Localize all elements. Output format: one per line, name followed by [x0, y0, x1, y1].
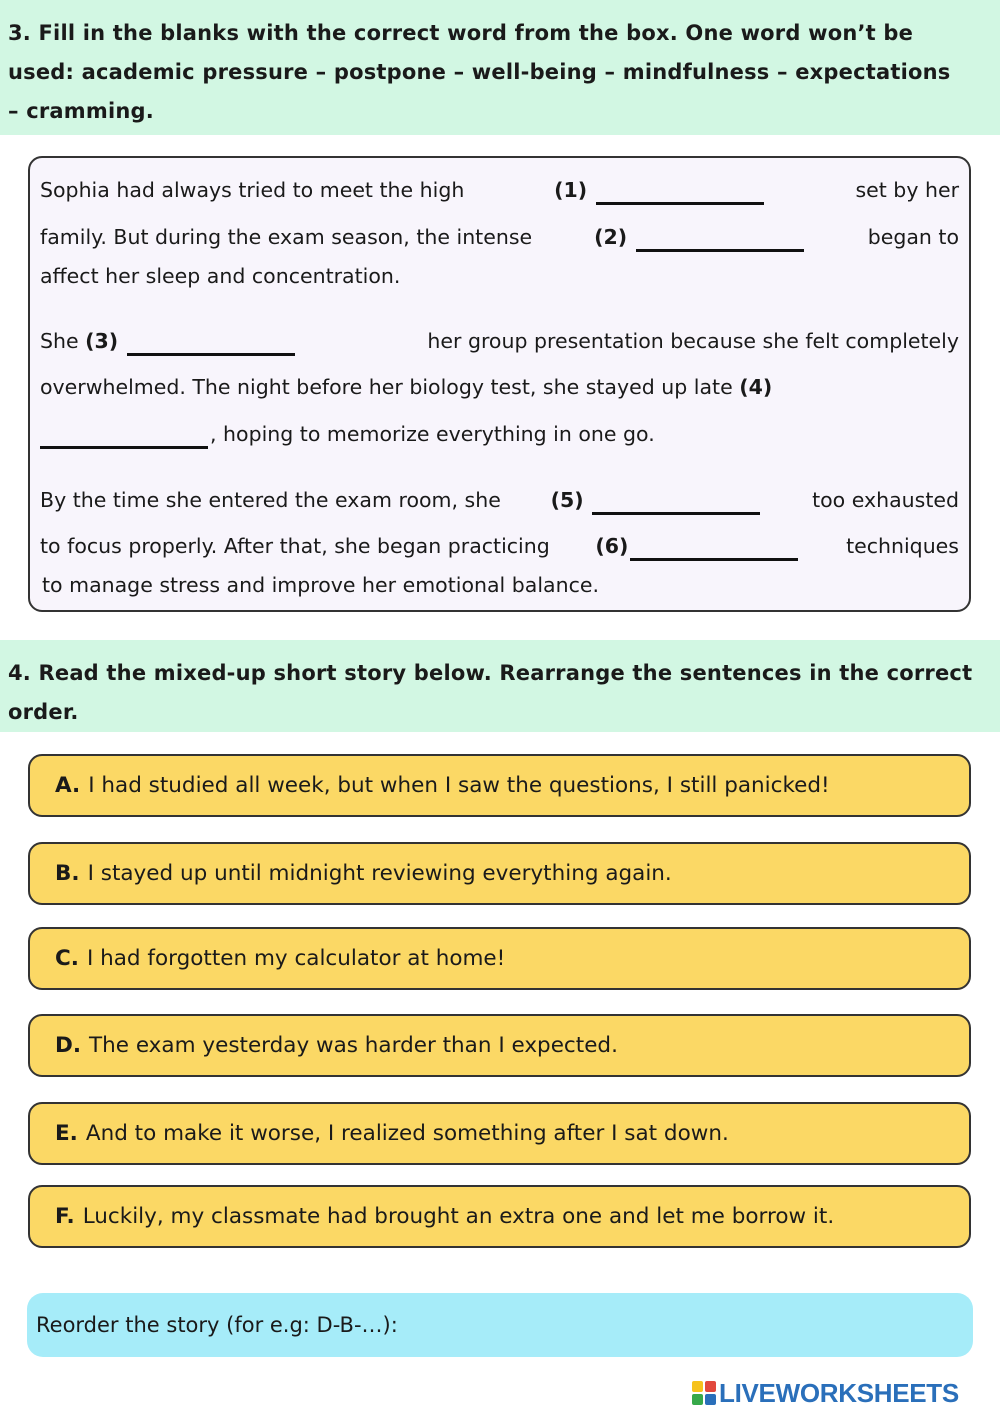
story-text: , hoping to memorize everything in one go.	[210, 422, 655, 446]
blank-2-input[interactable]	[636, 225, 804, 252]
story-line	[40, 372, 959, 402]
blank-4	[40, 419, 208, 449]
sentence-letter: F.	[55, 1204, 75, 1229]
blank-5-input[interactable]	[592, 488, 760, 515]
story-line	[40, 531, 959, 561]
instruction-line: used: academic pressure – postpone – well-being – mindfulness – expectations	[8, 60, 951, 84]
instruction-line: – cramming.	[8, 99, 154, 123]
liveworksheets-brand	[692, 1378, 959, 1408]
story-line	[40, 175, 959, 205]
story-text: set by her	[855, 178, 959, 202]
sentence-text: I stayed up until midnight reviewing everything again.	[87, 861, 672, 886]
reorder-answer-input[interactable]	[408, 1306, 959, 1344]
instruction-line: 4. Read the mixed-up short story below. Rearrange the sentences in the correct	[8, 661, 973, 685]
blank-6-input[interactable]	[630, 534, 798, 561]
blank-2	[636, 222, 804, 252]
blank-number: (4)	[739, 375, 773, 399]
sentence-letter: D.	[55, 1033, 82, 1058]
brand-text: LIVEWORKSHEETS	[719, 1377, 959, 1408]
blank-5	[592, 485, 760, 515]
blank-number: (6)	[595, 534, 629, 558]
exercise-3-instruction	[0, 0, 1000, 135]
sentence-card-b	[28, 842, 971, 905]
story-line: to manage stress and improve her emotional balance.	[42, 573, 599, 597]
sentence-text: I had studied all week, but when I saw the questions, I still panicked!	[88, 773, 830, 798]
story-text: Sophia had always tried to meet the high	[40, 178, 465, 202]
sentence-card-a	[28, 754, 971, 817]
blank-4-input[interactable]	[40, 422, 208, 449]
reorder-label: Reorder the story (for e.g: D-B-…):	[36, 1313, 398, 1337]
blank-6	[630, 531, 798, 561]
story-line	[40, 326, 959, 356]
story-text: techniques	[846, 534, 959, 558]
blank-number: (3)	[85, 329, 119, 353]
exercise-4-instruction	[0, 640, 1000, 732]
story-text: to focus properly. After that, she began practicing	[40, 534, 550, 558]
blank-number: (5)	[550, 488, 584, 512]
instruction-line: 3. Fill in the blanks with the correct word from the box. One word won’t be	[8, 21, 914, 45]
sentence-letter: A.	[55, 773, 81, 798]
story-text: too exhausted	[812, 488, 959, 512]
sentence-card-f	[28, 1185, 971, 1248]
sentence-letter: B.	[55, 861, 80, 886]
story-text: her group presentation because she felt completely	[427, 329, 959, 353]
sentence-text: Luckily, my classmate had brought an extra one and let me borrow it.	[82, 1204, 835, 1229]
sentence-text: I had forgotten my calculator at home!	[86, 946, 506, 971]
story-text: began to	[867, 225, 959, 249]
story-text: overwhelmed. The night before her biology test, she stayed up late	[40, 375, 733, 399]
blank-1	[596, 175, 764, 205]
blank-3-input[interactable]	[127, 329, 295, 356]
sentence-letter: E.	[55, 1121, 78, 1146]
blank-number: (1)	[554, 178, 588, 202]
story-box	[28, 156, 971, 612]
blank-3	[127, 326, 295, 356]
sentence-letter: C.	[55, 946, 79, 971]
sentence-text: And to make it worse, I realized something after I sat down.	[85, 1121, 729, 1146]
story-text: By the time she entered the exam room, she	[40, 488, 501, 512]
story-line	[40, 419, 959, 449]
sentence-card-e	[28, 1102, 971, 1165]
sentence-text: The exam yesterday was harder than I expected.	[89, 1033, 618, 1058]
story-line	[40, 485, 959, 515]
instruction-line: order.	[8, 700, 79, 724]
sentence-card-d	[28, 1014, 971, 1077]
story-text: family. But during the exam season, the intense	[40, 225, 533, 249]
story-line: affect her sleep and concentration.	[40, 264, 401, 288]
reorder-answer-box	[27, 1293, 973, 1357]
story-line	[40, 222, 959, 252]
blank-1-input[interactable]	[596, 178, 764, 205]
liveworksheets-logo-icon	[692, 1381, 716, 1405]
sentence-card-c	[28, 927, 971, 990]
blank-number: (2)	[594, 225, 628, 249]
story-text: She	[40, 329, 79, 353]
